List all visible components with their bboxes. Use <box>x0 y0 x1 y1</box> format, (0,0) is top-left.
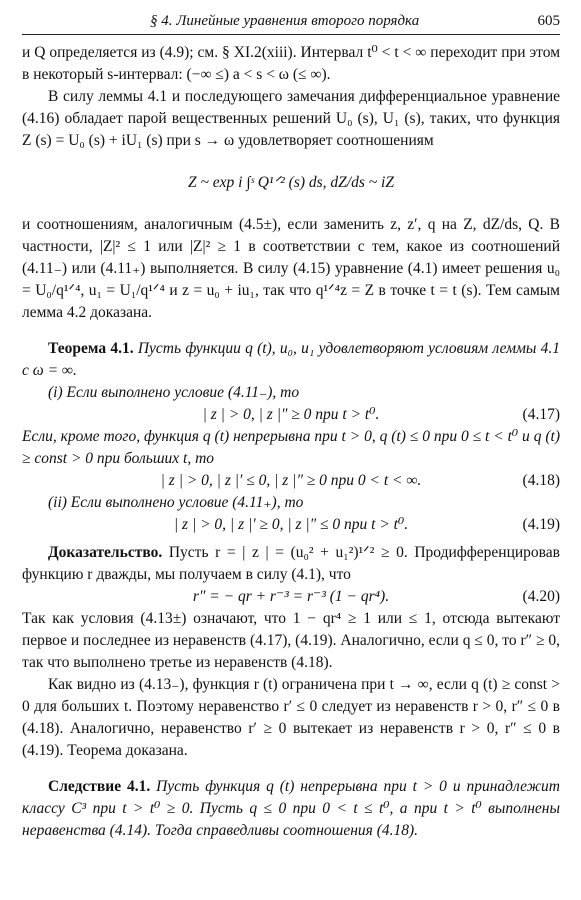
corollary-label: Следствие 4.1. <box>48 778 151 795</box>
equation-4-20 <box>22 586 560 608</box>
paragraph: В силу леммы 4.1 и последующего замечания дифференциальное уравнение (4.16) обладает парой вещественных решений U₀ (s), U₁ (s), таких, что функция Z (s) = U₀ (s) + iU₁ (s) при s → ω удовлетворяет соотношениям <box>22 88 560 149</box>
corollary-4-1 <box>22 776 560 842</box>
header-title: § 4. Линейные уравнения второго порядка <box>150 13 420 29</box>
theorem-case-i: (i) Если выполнено условие (4.11₋), то <box>48 384 300 401</box>
proof-text: Пусть r = | z | = (u₀² + u₁²)¹ᐟ² ≥ 0. Продифференцировав функцию r дважды, мы получаем в силу (4.1), что <box>22 544 560 583</box>
paragraph: Так как условия (4.13±) означают, что 1 − qr⁴ ≥ 1 или ≤ 1, отсюда вытекают первое и последнее из неравенств (4.17), (4.19). Аналогично, если q ≤ 0, то r″ ≥ 0, так что выполнено третье из неравенств (4.18). <box>22 610 560 671</box>
running-header <box>22 10 560 35</box>
theorem-4-1 <box>22 338 560 382</box>
corollary-statement: Пусть функция q (t) непрерывна при t > 0 и принадлежит классу C³ при t > t⁰ ≥ 0. Пусть q ≤ 0 при 0 < t ≤ t⁰, а при t > t⁰ выполнены неравенства (4.14). Тогда справедливы соотношения (4.18). <box>22 778 560 839</box>
equation-number: (4.20) <box>522 588 560 605</box>
spacer <box>22 324 560 338</box>
page-number: 605 <box>537 13 560 29</box>
equation-body: | z | > 0, | z |″ ≥ 0 при t > t⁰. <box>202 406 380 423</box>
equation-body: | z | > 0, | z |′ ≥ 0, | z |″ ≤ 0 при t > t⁰. <box>173 516 409 533</box>
paragraph: и соотношениям, аналогичным (4.5±), если заменить z, z′, q на Z, dZ/ds, Q. В частности, |Z|² ≤ 1 или |Z|² ≥ 1 в соответствии с тем, какое из соотношений (4.11₋) или (4.11₊) выполняется. В силу (4.15) уравнение (4.1) имеет решения u₀ = U₀/q¹ᐟ⁴, u₁ = U₁/q¹ᐟ⁴ и z = u₀ + iu₁, так что q¹ᐟ⁴z = Z в точке t = t (s). Тем самым лемма 4.2 доказана. <box>22 216 560 321</box>
equation-number: (4.19) <box>522 516 560 533</box>
theorem-statement: Пусть функции q (t), u₀, u₁ удовлетворяют условиям леммы 4.1 с ω = ∞. <box>22 340 560 379</box>
equation-4-19 <box>22 514 560 536</box>
theorem-label: Теорема 4.1. <box>48 340 134 357</box>
theorem-continuation: Если, кроме того, функция q (t) непрерывна при t > 0, q (t) ≤ 0 при 0 ≤ t < t⁰ и q (t) ≥ const > 0 при больших t, то <box>22 428 560 467</box>
proof-label: Доказательство. <box>48 544 163 561</box>
equation-4-18 <box>22 470 560 492</box>
theorem-case-ii: (ii) Если выполнено условие (4.11₊), то <box>48 494 304 511</box>
equation-body: r″ = − qr + r⁻³ = r⁻³ (1 − qr⁴). <box>192 588 390 605</box>
display-formula: Z ~ exp i ∫ˢ Q¹ᐟ² (s) ds, dZ/ds ~ iZ <box>188 174 394 191</box>
page-body <box>22 42 560 842</box>
paragraph: и Q определяется из (4.9); см. § XI.2(xiii). Интервал t⁰ < t < ∞ переходит при этом в некоторый s-интервал: (−∞ ≤) a < s < ω (≤ ∞). <box>22 44 560 83</box>
equation-number: (4.18) <box>522 472 560 489</box>
equation-body: | z | > 0, | z |′ ≤ 0, | z |″ ≥ 0 при 0 < t < ∞. <box>160 472 422 489</box>
equation-4-17 <box>22 404 560 426</box>
paragraph: Как видно из (4.13₋), функция r (t) ограничена при t → ∞, если q (t) ≥ const > 0 для больших t. Поэтому неравенство r′ ≤ 0 следует из неравенств r > 0, r″ ≤ 0 в (4.18). Аналогично, неравенство r′ ≥ 0 вытекает из неравенств r > 0, r″ ≤ 0 в (4.19). Теорема доказана. <box>22 676 560 759</box>
equation-number: (4.17) <box>522 406 560 423</box>
proof <box>22 542 560 586</box>
spacer <box>22 762 560 776</box>
